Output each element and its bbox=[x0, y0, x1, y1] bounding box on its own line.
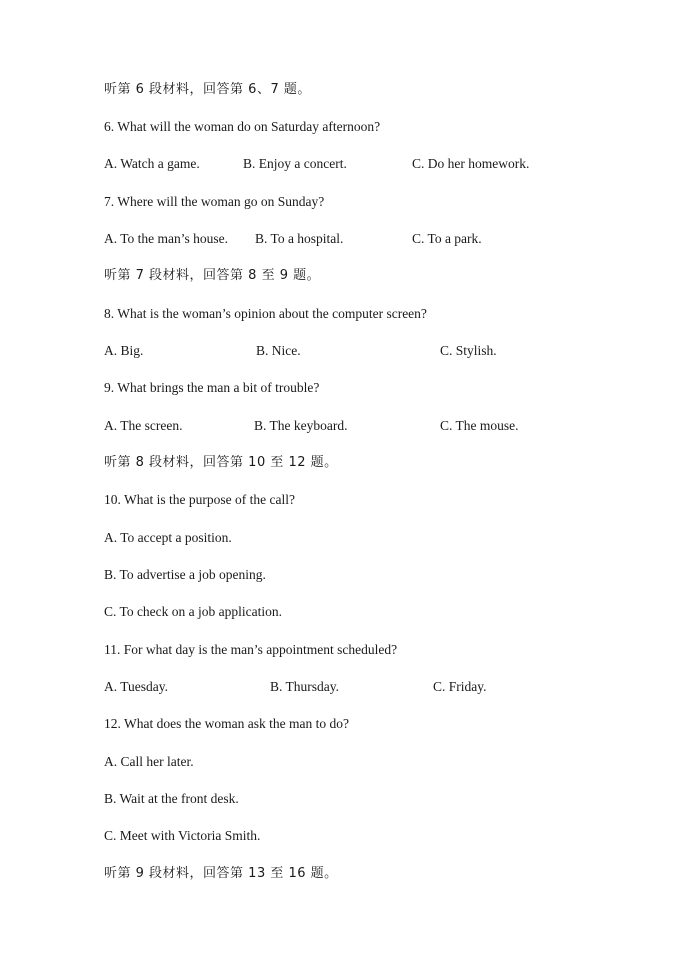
q10-option-c: C. To check on a job application. bbox=[104, 604, 283, 619]
question-6: 6. What will the woman do on Saturday afternoon? bbox=[104, 119, 381, 134]
q8-option-a: A. Big. bbox=[104, 343, 144, 358]
q9-option-a: A. The screen. bbox=[104, 418, 183, 433]
q10-option-a: A. To accept a position. bbox=[104, 530, 232, 545]
q8-option-b: B. Nice. bbox=[256, 343, 301, 358]
q6-option-b: B. Enjoy a concert. bbox=[243, 156, 347, 171]
q12-option-b: B. Wait at the front desk. bbox=[104, 791, 239, 806]
q6-option-a: A. Watch a game. bbox=[104, 156, 200, 171]
q12-option-c: C. Meet with Victoria Smith. bbox=[104, 828, 261, 843]
q12-option-a: A. Call her later. bbox=[104, 754, 194, 769]
q6-option-c: C. Do her homework. bbox=[412, 156, 530, 171]
q11-option-b: B. Thursday. bbox=[270, 679, 339, 694]
question-10: 10. What is the purpose of the call? bbox=[104, 492, 295, 507]
question-8: 8. What is the woman’s opinion about the computer screen? bbox=[104, 306, 427, 321]
q11-option-c: C. Friday. bbox=[433, 679, 487, 694]
q7-option-b: B. To a hospital. bbox=[255, 231, 344, 246]
question-12: 12. What does the woman ask the man to do? bbox=[104, 716, 349, 731]
question-9: 9. What brings the man a bit of trouble? bbox=[104, 380, 320, 395]
section-heading-8: 听第 8 段材料，回答第 10 至 12 题。 bbox=[104, 455, 338, 470]
q9-option-b: B. The keyboard. bbox=[254, 418, 348, 433]
section-heading-6: 听第 6 段材料，回答第 6、7 题。 bbox=[104, 82, 311, 97]
q7-option-c: C. To a park. bbox=[412, 231, 482, 246]
question-7: 7. Where will the woman go on Sunday? bbox=[104, 194, 325, 209]
q9-option-c: C. The mouse. bbox=[440, 418, 519, 433]
q8-option-c: C. Stylish. bbox=[440, 343, 497, 358]
section-heading-7: 听第 7 段材料，回答第 8 至 9 题。 bbox=[104, 268, 321, 283]
question-11: 11. For what day is the man’s appointment scheduled? bbox=[104, 642, 398, 657]
q7-option-a: A. To the man’s house. bbox=[104, 231, 229, 246]
section-heading-9: 听第 9 段材料，回答第 13 至 16 题。 bbox=[104, 866, 338, 881]
q10-option-b: B. To advertise a job opening. bbox=[104, 567, 266, 582]
q11-option-a: A. Tuesday. bbox=[104, 679, 169, 694]
